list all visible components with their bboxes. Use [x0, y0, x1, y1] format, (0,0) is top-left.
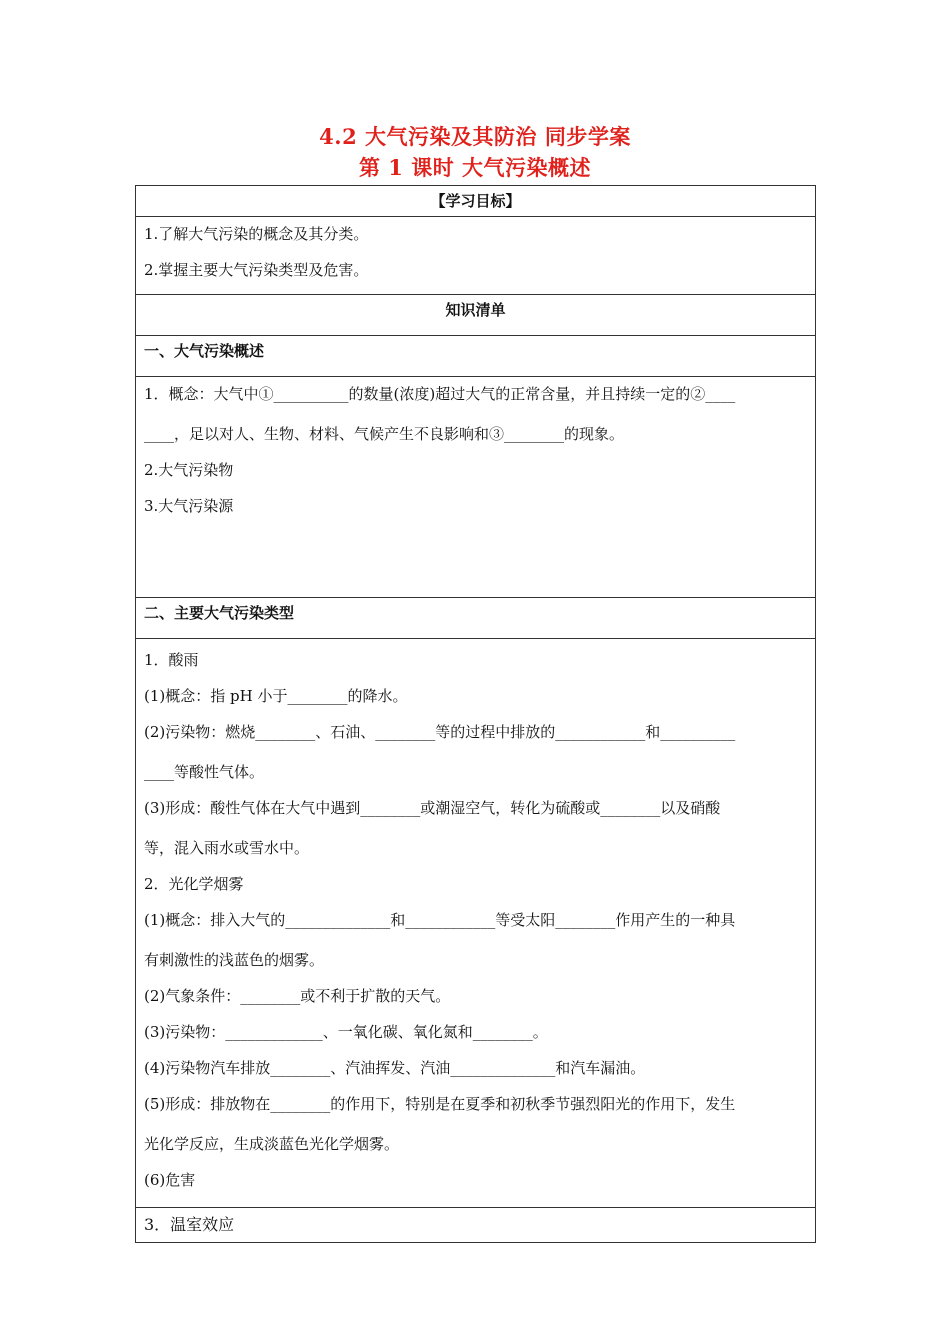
section2-line: 等，混入雨水或雪水中。 [144, 839, 310, 857]
section2-line: (5)形成：排放物在________的作用下，特别是在夏季和初秋季节强烈阳光的作用下，发生 [144, 1095, 736, 1113]
objectives-header-row [136, 186, 816, 217]
objectives-cell [136, 217, 816, 295]
concept-line: ____，足以对人、生物、材料、气候产生不良影响和③________的现象。 [144, 425, 625, 443]
section2-header-row [136, 598, 816, 639]
smog-heading: 2．光化学烟雾 [144, 875, 244, 893]
section2-line: (1)概念：指 pH 小于________的降水。 [144, 687, 408, 705]
section1-cell [136, 377, 816, 598]
section2-line: 有刺激性的浅蓝色的烟雾。 [144, 951, 325, 969]
section2-row [136, 639, 816, 1208]
section2-line: (1)概念：排入大气的______________和____________等受太阳________作用产生的一种具 [144, 911, 736, 929]
worksheet-table [135, 185, 816, 1243]
pollutants-heading: 2.大气污染物 [144, 461, 234, 479]
section2-line: (4)污染物汽车排放________、汽油挥发、汽油______________和汽车漏油。 [144, 1059, 646, 1077]
section2-line: (2)气象条件：________或不利于扩散的天气。 [144, 987, 451, 1005]
concept-line: 1．概念：大气中①__________的数量(浓度)超过大气的正常含量，并且持续一定的②____ [144, 385, 736, 403]
document-title: 4.2 大气污染及其防治 同步学案 [319, 124, 631, 149]
section2-line: ____等酸性气体。 [144, 763, 265, 781]
section2-line: 光化学反应，生成淡蓝色光化学烟雾。 [144, 1135, 400, 1153]
section2-line: (3)形成：酸性气体在大气中遇到________或潮湿空气，转化为硫酸或________以及硝酸 [144, 799, 721, 817]
section1-header-row [136, 336, 816, 377]
objectives-row [136, 217, 816, 295]
objective-item: 2.掌握主要大气污染类型及危害。 [144, 261, 369, 279]
section2-cell [136, 639, 816, 1208]
knowledge-header-row [136, 295, 816, 336]
acid-rain-heading: 1．酸雨 [144, 651, 199, 669]
objectives-header: 【学习目标】 [136, 186, 816, 217]
section2-line: (6)危害 [144, 1171, 196, 1189]
pollution-sources-heading: 3.大气污染源 [144, 497, 234, 515]
section2-line: (2)污染物：燃烧________、石油、________等的过程中排放的____________和__________ [144, 723, 736, 741]
greenhouse-row [136, 1208, 816, 1243]
section1-row [136, 377, 816, 598]
section2-line: (3)污染物：_____________、一氧化碳、氧化氮和________。 [144, 1023, 548, 1041]
objective-item: 1.了解大气污染的概念及其分类。 [144, 225, 369, 243]
knowledge-header: 知识清单 [136, 295, 816, 336]
lesson-subtitle: 第 1 课时 大气污染概述 [358, 155, 592, 180]
section2-title: 二、主要大气污染类型 [136, 598, 816, 639]
greenhouse-heading: 3．温室效应 [136, 1208, 816, 1243]
section1-title: 一、大气污染概述 [136, 336, 816, 377]
